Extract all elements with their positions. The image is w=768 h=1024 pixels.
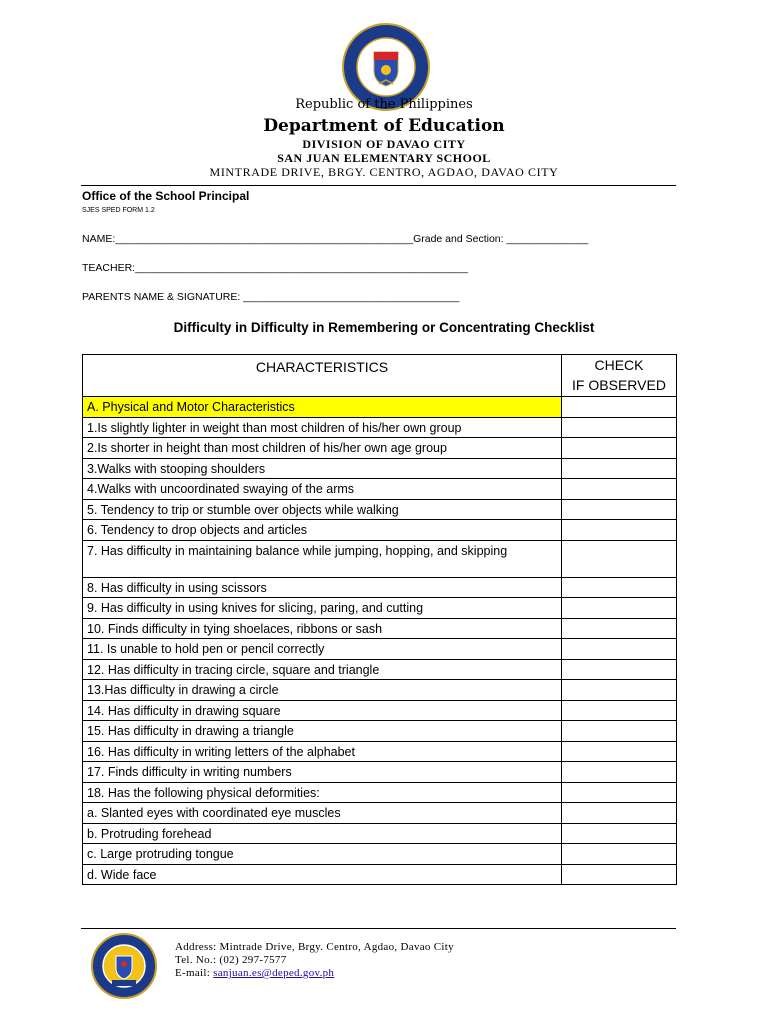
table-row [83,680,677,701]
check-cell[interactable] [562,721,677,742]
row-label: 3.Walks with stooping shoulders [83,458,562,479]
check-cell[interactable] [562,639,677,660]
table-row [83,823,677,844]
table-row [83,762,677,783]
table-row [83,417,677,438]
footer-address: Address: Mintrade Drive, Brgy. Centro, Agdao, Davao City [175,941,454,953]
row-label: 5. Tendency to trip or stumble over objects while walking [83,499,562,520]
table-row [83,721,677,742]
check-cell[interactable] [562,520,677,541]
check-cell[interactable] [562,458,677,479]
school-seal-icon [90,932,158,1000]
check-cell[interactable] [562,397,677,418]
characteristics-header: CHARACTERISTICS [83,355,562,397]
row-label: c. Large protruding tongue [83,844,562,865]
row-label: 17. Finds difficulty in writing numbers [83,762,562,783]
table-row [83,499,677,520]
row-label: d. Wide face [83,864,562,885]
section-label: A. Physical and Motor Characteristics [83,397,562,418]
table-row [83,458,677,479]
row-label: 14. Has difficulty in drawing square [83,700,562,721]
row-label: b. Protruding forehead [83,823,562,844]
form-number: SJES SPED FORM 1.2 [82,207,155,214]
checklist-title: Difficulty in Difficulty in Remembering or Concentrating Checklist [173,320,595,335]
table-row [83,618,677,639]
table-row [83,659,677,680]
table-row [83,520,677,541]
department-heading: Department of Education [263,116,505,136]
email-link[interactable]: sanjuan.es@deped.gov.ph [213,967,335,979]
teacher-field[interactable]: TEACHER:_________________________________________________________ [82,262,468,274]
row-label: 10. Finds difficulty in tying shoelaces, ribbons or sash [83,618,562,639]
table-row [83,479,677,500]
table-row [83,844,677,865]
parents-signature-field[interactable]: PARENTS NAME & SIGNATURE: _____________________________________ [82,291,460,303]
footer-divider [81,928,676,929]
check-cell[interactable] [562,618,677,639]
school-heading: SAN JUAN ELEMENTARY SCHOOL [277,151,491,165]
row-label: 13.Has difficulty in drawing a circle [83,680,562,701]
email-label: E-mail: [175,967,214,979]
row-label: a. Slanted eyes with coordinated eye muscles [83,803,562,824]
table-row [83,540,677,577]
checklist-table [82,354,677,885]
check-cell[interactable] [562,700,677,721]
row-label: 15. Has difficulty in drawing a triangle [83,721,562,742]
row-label: 1.Is slightly lighter in weight than most children of his/her own group [83,417,562,438]
check-cell[interactable] [562,577,677,598]
row-label: 8. Has difficulty in using scissors [83,577,562,598]
table-row [83,741,677,762]
row-label: 12. Has difficulty in tracing circle, square and triangle [83,659,562,680]
check-cell[interactable] [562,741,677,762]
check-cell[interactable] [562,823,677,844]
table-row [83,639,677,660]
table-row [83,864,677,885]
row-label: 4.Walks with uncoordinated swaying of the arms [83,479,562,500]
republic-heading: Republic of the Philippines [295,97,473,112]
check-cell[interactable] [562,680,677,701]
check-cell[interactable] [562,499,677,520]
row-label: 2.Is shorter in height than most children of his/her own age group [83,438,562,459]
table-row [83,803,677,824]
table-row [83,438,677,459]
section-row [83,397,677,418]
check-header-line2: IF OBSERVED [572,377,666,393]
table-header-row [83,355,677,397]
row-label: 7. Has difficulty in maintaining balance while jumping, hopping, and skipping [83,540,562,577]
check-cell[interactable] [562,864,677,885]
row-label: 9. Has difficulty in using knives for slicing, paring, and cutting [83,598,562,619]
check-cell[interactable] [562,598,677,619]
check-cell[interactable] [562,659,677,680]
table-row [83,782,677,803]
check-cell[interactable] [562,803,677,824]
division-heading: DIVISION OF DAVAO CITY [302,137,466,151]
table-row [83,700,677,721]
check-cell[interactable] [562,782,677,803]
check-header [562,355,677,397]
check-header-line1: CHECK [594,357,644,373]
table-row [83,598,677,619]
office-label: Office of the School Principal [82,189,250,203]
footer-email-line [175,967,334,979]
row-label: 16. Has difficulty in writing letters of the alphabet [83,741,562,762]
check-cell[interactable] [562,438,677,459]
row-label: 6. Tendency to drop objects and articles [83,520,562,541]
row-label: 18. Has the following physical deformities: [83,782,562,803]
school-address: MINTRADE DRIVE, BRGY. CENTRO, AGDAO, DAVAO CITY [209,165,559,179]
row-label: 11. Is unable to hold pen or pencil correctly [83,639,562,660]
table-row [83,577,677,598]
check-cell[interactable] [562,479,677,500]
footer-telephone: Tel. No.: (02) 297-7577 [175,954,287,966]
check-cell[interactable] [562,844,677,865]
name-field[interactable]: NAME:___________________________________________________Grade and Section: ______________ [82,233,589,245]
check-cell[interactable] [562,417,677,438]
check-cell[interactable] [562,540,677,577]
check-cell[interactable] [562,762,677,783]
header-divider [81,185,676,186]
